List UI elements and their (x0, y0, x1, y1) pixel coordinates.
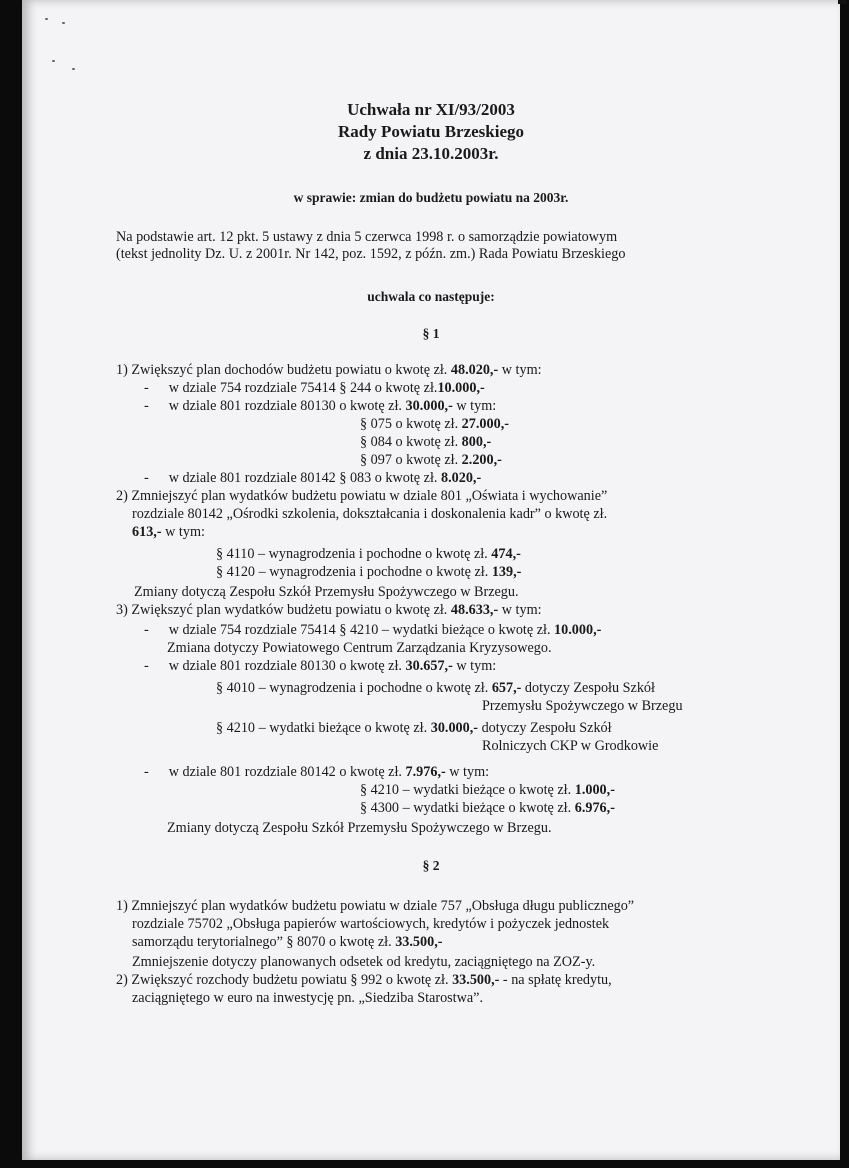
paragraph-line: 613,- w tym: (132, 524, 205, 540)
list-item: - w dziale 801 rozdziale 80130 o kwotę zł. 30.657,- w tym: (144, 658, 497, 674)
amount: 48.020,- (450, 362, 499, 378)
preamble-line: Na podstawie art. 12 pkt. 5 ustawy z dnia 5 czerwca 1998 r. o samorządzie powiatowym (116, 229, 618, 245)
list-item: - w dziale 754 rozdziale 75414 § 244 o kwotę zł.10.000,- (144, 380, 485, 396)
note-line: Zmiany dotyczą Zespołu Szkół Przemysłu Spożywczego w Brzegu. (167, 820, 552, 836)
amount: 33.500,- (452, 972, 500, 988)
paragraph-line: 2) Zmniejszyć plan wydatków budżetu powiatu w dziale 801 „Oświata i wychowanie” (116, 488, 608, 504)
amount: 2.200,- (461, 452, 502, 468)
paragraph-line: 1) Zwiększyć plan dochodów budżetu powiatu o kwotę zł. 48.020,- w tym: (116, 362, 542, 378)
amount: 8.020,- (440, 470, 482, 486)
note-line: Zmniejszenie dotyczy planowanych odsetek od kredytu, zaciągniętego na ZOZ-y. (132, 954, 596, 970)
amount: 10.000,- (437, 380, 485, 396)
sub-item: § 084 o kwotę zł. 800,- (360, 434, 492, 450)
sub-item: § 4210 – wydatki bieżące o kwotę zł. 30.000,- dotyczy Zespołu Szkół (216, 720, 612, 736)
paragraph-line: samorządu terytorialnego” § 8070 o kwotę zł. 33.500,- (132, 934, 443, 950)
amount: 474,- (491, 546, 521, 562)
resolves-heading: uchwala co następuje: (367, 289, 495, 304)
amount: 48.633,- (450, 602, 499, 618)
paragraph-line: rozdziale 75702 „Obsługa papierów wartościowych, kredytów i pożyczek jednostek (132, 916, 610, 932)
sub-item-continuation: Przemysłu Spożywczego w Brzegu (482, 698, 683, 714)
amount: 657,- (491, 680, 522, 696)
sub-item: § 075 o kwotę zł. 27.000,- (360, 416, 509, 432)
resolution-subject: w sprawie: zmian do budżetu powiatu na 2003r. (293, 190, 569, 205)
sub-item: § 4210 – wydatki bieżące o kwotę zł. 1.000,- (360, 782, 615, 798)
amount: 30.657,- (405, 658, 453, 674)
list-item: - w dziale 801 rozdziale 80130 o kwotę zł. 30.000,- w tym: (144, 398, 497, 414)
paragraph-line: rozdziale 80142 „Ośrodki szkolenia, dokształcania i doskonalenia kadr” o kwotę zł. (132, 506, 608, 522)
sub-item: § 4010 – wynagrodzenia i pochodne o kwotę zł. 657,- dotyczy Zespołu Szkół (216, 680, 655, 696)
scan-speck (62, 22, 65, 24)
paragraph-line: 1) Zmniejszyć plan wydatków budżetu powiatu w dziale 757 „Obsługa długu publicznego” (116, 898, 635, 914)
amount: 1.000,- (574, 782, 615, 798)
amount: 33.500,- (395, 934, 443, 950)
note-line: Zmiany dotyczą Zespołu Szkół Przemysłu Spożywczego w Brzegu. (134, 584, 519, 600)
amount: 613,- (132, 524, 162, 540)
note-line: Zmiana dotyczy Powiatowego Centrum Zarządzania Kryzysowego. (167, 640, 552, 656)
amount: 27.000,- (461, 416, 509, 432)
section-2-heading: § 2 (422, 858, 440, 873)
document-page (22, 0, 840, 1160)
list-item: - w dziale 754 rozdziale 75414 § 4210 – wydatki bieżące o kwotę zł. 10.000,- (144, 622, 602, 638)
resolution-date: z dnia 23.10.2003r. (363, 144, 499, 163)
amount: 30.000,- (430, 720, 479, 736)
paragraph-line: zaciągniętego w euro na inwestycję pn. „Siedziba Starostwa”. (132, 990, 484, 1006)
scan-edge-mark (838, 0, 847, 4)
section-1-heading: § 1 (422, 326, 440, 341)
amount: 139,- (491, 564, 522, 580)
sub-item-continuation: Rolniczych CKP w Grodkowie (482, 738, 659, 754)
amount: 7.976,- (405, 764, 446, 780)
paragraph-line: 3) Zwiększyć plan wydatków budżetu powiatu o kwotę zł. 48.633,- w tym: (116, 602, 542, 618)
scan-speck (72, 68, 75, 70)
paragraph-line: 2) Zwiększyć rozchody budżetu powiatu § 992 o kwotę zł. 33.500,- - na spłatę kredytu, (116, 972, 612, 988)
resolution-title: Uchwała nr XI/93/2003 (347, 100, 515, 119)
scan-speck (45, 18, 48, 20)
amount: 10.000,- (554, 622, 602, 638)
amount: 800,- (461, 434, 492, 450)
sub-item: § 4300 – wydatki bieżące o kwotę zł. 6.976,- (360, 800, 615, 816)
list-item: - w dziale 801 rozdziale 80142 o kwotę zł. 7.976,- w tym: (144, 764, 490, 780)
amount: 30.000,- (405, 398, 453, 414)
list-item: - w dziale 801 rozdziale 80142 § 083 o kwotę zł. 8.020,- (144, 470, 482, 486)
preamble-line: (tekst jednolity Dz. U. z 2001r. Nr 142, poz. 1592, z późn. zm.) Rada Powiatu Brzeskiego (116, 246, 626, 262)
council-name: Rady Powiatu Brzeskiego (337, 122, 525, 141)
sub-item: § 4110 – wynagrodzenia i pochodne o kwotę zł. 474,- (216, 546, 521, 562)
scan-speck (52, 60, 55, 62)
amount: 6.976,- (574, 800, 615, 816)
sub-item: § 4120 – wynagrodzenia i pochodne o kwotę zł. 139,- (216, 564, 522, 580)
sub-item: § 097 o kwotę zł. 2.200,- (360, 452, 502, 468)
